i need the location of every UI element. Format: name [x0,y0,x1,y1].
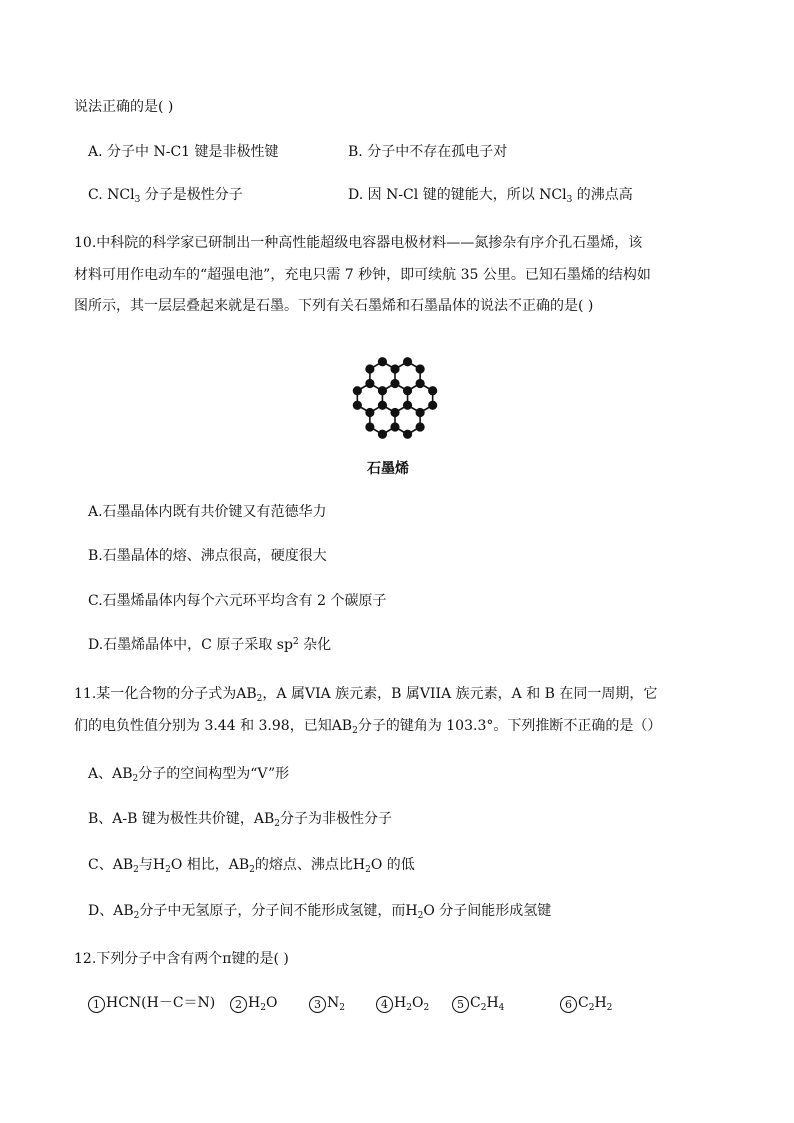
q12-choice-1: 1 HCN(H－C＝N) [88,993,215,1013]
carbon-atom [390,422,399,431]
carbon-atom [365,422,374,431]
carbon-atom [353,401,362,410]
q11-stem-line1: 11.某一化合物的分子式为$AB_2$，A 属VIA 族元素，B 属VIIA 族元素，A 和 B 在同一周期，它 [74,686,658,704]
q12-choice-5: 5 $C_2H_4$ [452,993,504,1013]
circled-number: 5 [452,996,469,1013]
circled-number: 6 [560,996,577,1013]
q12-stem: 12.下列分子中含有两个π键的是( ) [74,951,289,967]
carbon-atom [365,364,374,373]
carbon-atom [378,357,387,366]
q9-option-b: B. 分子中不存在孤电子对 [348,144,508,160]
carbon-atom [390,408,399,417]
carbon-atom [428,386,437,395]
q11-option-b: B、A-B 键为极性共价键，$AB_2$分子为非极性分子 [88,811,392,829]
q10-option-a: A.石墨晶体内既有共价键又有范德华力 [88,504,327,520]
circled-number: 2 [230,996,247,1013]
q10-stem-line3: 图所示，其一层层叠起来就是石墨。下列有关石墨烯和石墨晶体的说法不正确的是( ) [74,298,594,314]
carbon-atom [390,379,399,388]
carbon-atom [428,401,437,410]
q11-option-c: C、$AB_2$与$H_2O$ 相比，$AB_2$的熔点、沸点比$H_2O$ 的低 [88,857,415,875]
carbon-atom [365,379,374,388]
carbon-atom [378,430,387,439]
q12-choice-4: 4 $H_2O_2$ [376,993,429,1013]
carbon-atom [416,408,425,417]
carbon-atom [416,364,425,373]
carbon-atom [378,386,387,395]
q10-stem-line1: 10.中科院的科学家已研制出一种高性能超级电容器电极材料——氮掺杂有序介孔石墨烯，该 [74,235,643,251]
carbon-atom [403,357,412,366]
carbon-atom [353,386,362,395]
q9-option-d: D. 因 N-Cl 键的键能大，所以 NCl$_3$ 的沸点高 [348,187,633,205]
q9-option-a: A. 分子中 N-C1 键是非极性键 [88,144,279,160]
carbon-atom [365,408,374,417]
carbon-atom [403,401,412,410]
circled-number: 1 [88,996,105,1013]
q11-stem-line2: 们的电负性值分别为 3.44 和 3.98，已知$AB_2$分子的键角为 103.3°。下列推断不正确的是（） [74,718,662,736]
circled-number: 3 [309,996,326,1013]
graphene-structure-figure [332,338,458,458]
carbon-atom [390,364,399,373]
graphene-figure-caption: 石墨烯 [367,461,409,477]
q12-choice-2: 2 $H_2O$ [230,993,277,1013]
carbon-atom [416,422,425,431]
q11-option-a: A、$AB_2$分子的空间构型为“V”形 [88,766,290,784]
q9-option-c: C. NCl$_3$ 分子是极性分子 [88,187,243,205]
q10-option-c: C.石墨烯晶体内每个六元环平均含有 2 个碳原子 [88,593,387,609]
carbon-atom [403,386,412,395]
circled-number: 4 [376,996,393,1013]
carbon-atom [403,430,412,439]
q10-stem-line2: 材料可用作电动车的“超强电池”，充电只需 7 秒钟，即可续航 35 公里。已知石墨烯的结构如 [74,267,651,283]
q9-stem: 说法正确的是( ) [74,99,174,115]
q11-option-d: D、$AB_2$分子中无氢原子，分子间不能形成氢键，而$H_2O$ 分子间能形成氢键 [88,903,552,921]
q10-option-b: B.石墨晶体的熔、沸点很高，硬度很大 [88,548,327,564]
carbon-atom [378,401,387,410]
q12-choice-3: 3 $N_2$ [309,993,345,1013]
carbon-atom [416,379,425,388]
q10-option-d: D.石墨烯晶体中，C 原子采取 $sp^2$ 杂化 [88,637,332,653]
q12-choice-6: 6 $C_2H_2$ [560,993,612,1013]
